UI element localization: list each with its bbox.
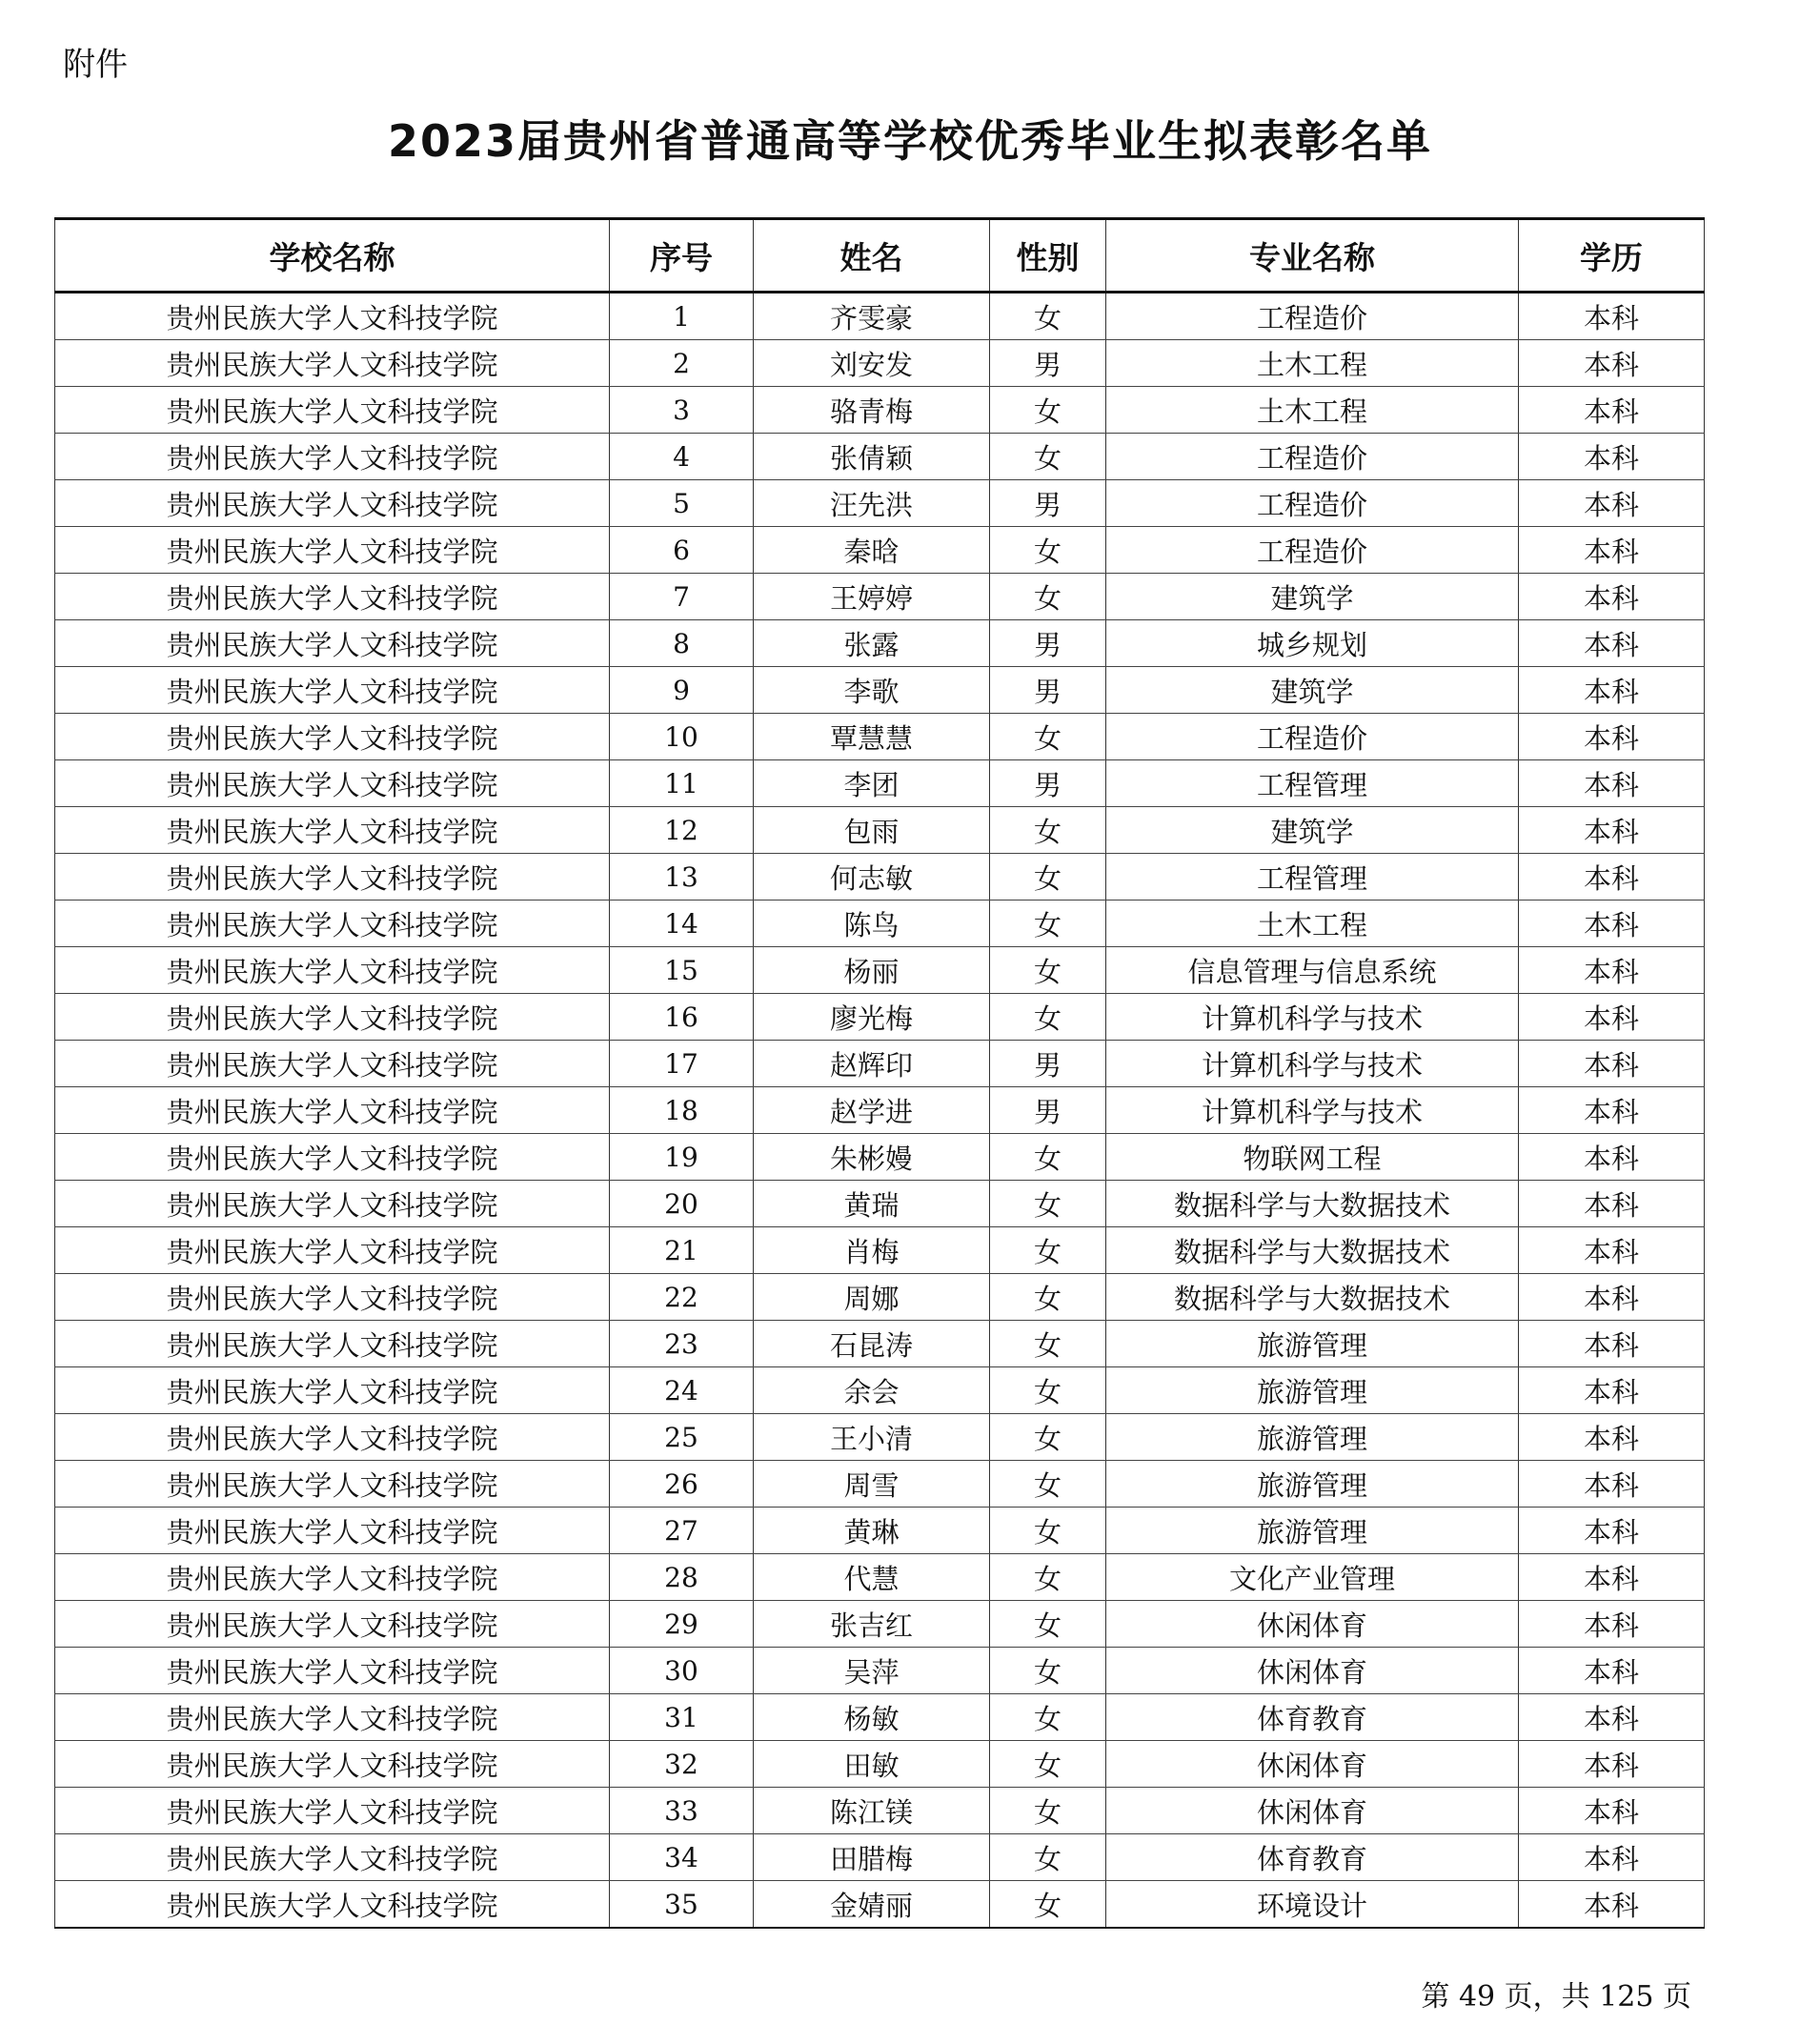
cell-school: 贵州民族大学人文科技学院	[55, 1554, 610, 1601]
cell-seq: 11	[610, 760, 754, 807]
cell-school: 贵州民族大学人文科技学院	[55, 1834, 610, 1881]
table-row	[55, 1321, 1705, 1367]
cell-gender: 男	[990, 667, 1106, 714]
cell-degree: 本科	[1519, 854, 1705, 901]
cell-seq: 31	[610, 1694, 754, 1741]
header-school: 学校名称	[55, 219, 610, 293]
table-row	[55, 947, 1705, 994]
cell-seq: 22	[610, 1274, 754, 1321]
cell-gender: 女	[990, 1134, 1106, 1181]
cell-name: 刘安发	[754, 340, 990, 387]
cell-gender: 女	[990, 434, 1106, 480]
table-row	[55, 1181, 1705, 1227]
table-row	[55, 1087, 1705, 1134]
cell-gender: 女	[990, 1881, 1106, 1929]
cell-school: 贵州民族大学人文科技学院	[55, 714, 610, 760]
cell-major: 数据科学与大数据技术	[1106, 1274, 1519, 1321]
cell-name: 张倩颖	[754, 434, 990, 480]
table-row	[55, 1508, 1705, 1554]
cell-major: 旅游管理	[1106, 1461, 1519, 1508]
cell-degree: 本科	[1519, 1087, 1705, 1134]
cell-degree: 本科	[1519, 620, 1705, 667]
cell-name: 包雨	[754, 807, 990, 854]
table-row	[55, 667, 1705, 714]
cell-major: 环境设计	[1106, 1881, 1519, 1929]
cell-seq: 17	[610, 1041, 754, 1087]
cell-gender: 女	[990, 1321, 1106, 1367]
cell-degree: 本科	[1519, 293, 1705, 340]
cell-school: 贵州民族大学人文科技学院	[55, 1227, 610, 1274]
cell-degree: 本科	[1519, 1834, 1705, 1881]
table-row	[55, 714, 1705, 760]
cell-school: 贵州民族大学人文科技学院	[55, 1134, 610, 1181]
cell-school: 贵州民族大学人文科技学院	[55, 434, 610, 480]
cell-degree: 本科	[1519, 714, 1705, 760]
cell-seq: 27	[610, 1508, 754, 1554]
cell-degree: 本科	[1519, 667, 1705, 714]
cell-degree: 本科	[1519, 387, 1705, 434]
cell-major: 计算机科学与技术	[1106, 1041, 1519, 1087]
header-seq: 序号	[610, 219, 754, 293]
cell-seq: 21	[610, 1227, 754, 1274]
cell-seq: 7	[610, 574, 754, 620]
table-row	[55, 1554, 1705, 1601]
cell-gender: 女	[990, 1601, 1106, 1648]
cell-seq: 12	[610, 807, 754, 854]
table-row	[55, 901, 1705, 947]
cell-school: 贵州民族大学人文科技学院	[55, 340, 610, 387]
cell-gender: 女	[990, 1741, 1106, 1788]
cell-seq: 4	[610, 434, 754, 480]
cell-seq: 18	[610, 1087, 754, 1134]
table-row	[55, 1648, 1705, 1694]
cell-school: 贵州民族大学人文科技学院	[55, 1461, 610, 1508]
cell-major: 计算机科学与技术	[1106, 1087, 1519, 1134]
cell-seq: 32	[610, 1741, 754, 1788]
table-row	[55, 293, 1705, 340]
cell-name: 周娜	[754, 1274, 990, 1321]
table-row	[55, 1694, 1705, 1741]
table-row	[55, 1788, 1705, 1834]
cell-major: 建筑学	[1106, 574, 1519, 620]
cell-major: 旅游管理	[1106, 1367, 1519, 1414]
table-row	[55, 760, 1705, 807]
table-body	[55, 293, 1705, 1929]
cell-name: 秦晗	[754, 527, 990, 574]
cell-school: 贵州民族大学人文科技学院	[55, 1648, 610, 1694]
cell-gender: 男	[990, 340, 1106, 387]
page-title: 2023届贵州省普通高等学校优秀毕业生拟表彰名单	[387, 115, 1433, 167]
cell-gender: 女	[990, 387, 1106, 434]
table-header-row	[55, 219, 1705, 293]
cell-seq: 29	[610, 1601, 754, 1648]
cell-name: 吴萍	[754, 1648, 990, 1694]
cell-major: 工程造价	[1106, 480, 1519, 527]
cell-gender: 女	[990, 1367, 1106, 1414]
table-row	[55, 1227, 1705, 1274]
cell-degree: 本科	[1519, 1554, 1705, 1601]
cell-school: 贵州民族大学人文科技学院	[55, 574, 610, 620]
cell-name: 代慧	[754, 1554, 990, 1601]
cell-degree: 本科	[1519, 1601, 1705, 1648]
cell-name: 齐雯豪	[754, 293, 990, 340]
table-row	[55, 1881, 1705, 1929]
table-row	[55, 434, 1705, 480]
cell-name: 田腊梅	[754, 1834, 990, 1881]
table-row	[55, 1461, 1705, 1508]
cell-degree: 本科	[1519, 1461, 1705, 1508]
cell-seq: 14	[610, 901, 754, 947]
cell-gender: 女	[990, 994, 1106, 1041]
cell-major: 计算机科学与技术	[1106, 994, 1519, 1041]
cell-name: 肖梅	[754, 1227, 990, 1274]
cell-major: 数据科学与大数据技术	[1106, 1227, 1519, 1274]
table-row	[55, 1741, 1705, 1788]
cell-gender: 女	[990, 807, 1106, 854]
cell-school: 贵州民族大学人文科技学院	[55, 807, 610, 854]
cell-major: 工程造价	[1106, 714, 1519, 760]
cell-major: 土木工程	[1106, 387, 1519, 434]
cell-name: 杨丽	[754, 947, 990, 994]
cell-school: 贵州民族大学人文科技学院	[55, 1274, 610, 1321]
cell-name: 骆青梅	[754, 387, 990, 434]
cell-school: 贵州民族大学人文科技学院	[55, 480, 610, 527]
cell-school: 贵州民族大学人文科技学院	[55, 1087, 610, 1134]
cell-major: 体育教育	[1106, 1834, 1519, 1881]
cell-degree: 本科	[1519, 807, 1705, 854]
cell-school: 贵州民族大学人文科技学院	[55, 760, 610, 807]
cell-degree: 本科	[1519, 480, 1705, 527]
honor-list-table	[54, 217, 1705, 1929]
cell-gender: 男	[990, 1087, 1106, 1134]
table-row	[55, 1601, 1705, 1648]
cell-name: 廖光梅	[754, 994, 990, 1041]
cell-degree: 本科	[1519, 1367, 1705, 1414]
cell-major: 休闲体育	[1106, 1741, 1519, 1788]
cell-seq: 2	[610, 340, 754, 387]
table-row	[55, 387, 1705, 434]
cell-major: 休闲体育	[1106, 1601, 1519, 1648]
cell-school: 贵州民族大学人文科技学院	[55, 901, 610, 947]
cell-name: 覃慧慧	[754, 714, 990, 760]
cell-seq: 30	[610, 1648, 754, 1694]
cell-school: 贵州民族大学人文科技学院	[55, 994, 610, 1041]
cell-gender: 女	[990, 1227, 1106, 1274]
cell-degree: 本科	[1519, 1041, 1705, 1087]
cell-name: 张露	[754, 620, 990, 667]
cell-seq: 35	[610, 1881, 754, 1929]
cell-school: 贵州民族大学人文科技学院	[55, 667, 610, 714]
cell-school: 贵州民族大学人文科技学院	[55, 1601, 610, 1648]
cell-seq: 3	[610, 387, 754, 434]
cell-school: 贵州民族大学人文科技学院	[55, 1694, 610, 1741]
cell-degree: 本科	[1519, 760, 1705, 807]
table-row	[55, 1834, 1705, 1881]
cell-name: 陈江镁	[754, 1788, 990, 1834]
cell-major: 文化产业管理	[1106, 1554, 1519, 1601]
cell-name: 石昆涛	[754, 1321, 990, 1367]
cell-gender: 女	[990, 947, 1106, 994]
cell-degree: 本科	[1519, 1648, 1705, 1694]
cell-degree: 本科	[1519, 1881, 1705, 1929]
table-row	[55, 1041, 1705, 1087]
cell-seq: 28	[610, 1554, 754, 1601]
cell-seq: 5	[610, 480, 754, 527]
table-row	[55, 527, 1705, 574]
cell-school: 贵州民族大学人文科技学院	[55, 1367, 610, 1414]
cell-major: 工程造价	[1106, 434, 1519, 480]
cell-name: 李歌	[754, 667, 990, 714]
cell-gender: 女	[990, 1788, 1106, 1834]
cell-name: 李团	[754, 760, 990, 807]
cell-school: 贵州民族大学人文科技学院	[55, 1414, 610, 1461]
cell-major: 旅游管理	[1106, 1321, 1519, 1367]
cell-gender: 女	[990, 574, 1106, 620]
cell-gender: 女	[990, 714, 1106, 760]
cell-gender: 女	[990, 1508, 1106, 1554]
cell-school: 贵州民族大学人文科技学院	[55, 1788, 610, 1834]
cell-major: 建筑学	[1106, 807, 1519, 854]
cell-gender: 女	[990, 1181, 1106, 1227]
cell-major: 旅游管理	[1106, 1508, 1519, 1554]
cell-gender: 男	[990, 620, 1106, 667]
cell-major: 工程管理	[1106, 760, 1519, 807]
cell-name: 周雪	[754, 1461, 990, 1508]
cell-school: 贵州民族大学人文科技学院	[55, 1321, 610, 1367]
cell-major: 工程造价	[1106, 293, 1519, 340]
table-row	[55, 340, 1705, 387]
table-row	[55, 1274, 1705, 1321]
cell-seq: 10	[610, 714, 754, 760]
cell-major: 物联网工程	[1106, 1134, 1519, 1181]
cell-major: 工程造价	[1106, 527, 1519, 574]
cell-major: 休闲体育	[1106, 1788, 1519, 1834]
cell-degree: 本科	[1519, 901, 1705, 947]
cell-name: 余会	[754, 1367, 990, 1414]
cell-seq: 25	[610, 1414, 754, 1461]
cell-gender: 女	[990, 854, 1106, 901]
cell-name: 张吉红	[754, 1601, 990, 1648]
cell-seq: 20	[610, 1181, 754, 1227]
table-row	[55, 1134, 1705, 1181]
cell-school: 贵州民族大学人文科技学院	[55, 527, 610, 574]
table-row	[55, 994, 1705, 1041]
cell-major: 土木工程	[1106, 901, 1519, 947]
cell-name: 朱彬嫚	[754, 1134, 990, 1181]
cell-major: 休闲体育	[1106, 1648, 1519, 1694]
cell-degree: 本科	[1519, 1694, 1705, 1741]
cell-major: 城乡规划	[1106, 620, 1519, 667]
cell-gender: 女	[990, 1461, 1106, 1508]
cell-degree: 本科	[1519, 1227, 1705, 1274]
cell-seq: 23	[610, 1321, 754, 1367]
cell-name: 黄琳	[754, 1508, 990, 1554]
cell-name: 田敏	[754, 1741, 990, 1788]
cell-name: 陈鸟	[754, 901, 990, 947]
cell-major: 体育教育	[1106, 1694, 1519, 1741]
cell-degree: 本科	[1519, 1788, 1705, 1834]
cell-degree: 本科	[1519, 1321, 1705, 1367]
cell-name: 赵辉印	[754, 1041, 990, 1087]
cell-gender: 男	[990, 480, 1106, 527]
cell-school: 贵州民族大学人文科技学院	[55, 1741, 610, 1788]
cell-major: 旅游管理	[1106, 1414, 1519, 1461]
cell-degree: 本科	[1519, 434, 1705, 480]
header-gender: 性别	[990, 219, 1106, 293]
cell-degree: 本科	[1519, 947, 1705, 994]
table-row	[55, 1367, 1705, 1414]
cell-gender: 男	[990, 1041, 1106, 1087]
cell-seq: 1	[610, 293, 754, 340]
cell-major: 工程管理	[1106, 854, 1519, 901]
cell-seq: 8	[610, 620, 754, 667]
cell-gender: 女	[990, 1834, 1106, 1881]
cell-seq: 24	[610, 1367, 754, 1414]
cell-name: 汪先洪	[754, 480, 990, 527]
cell-gender: 男	[990, 760, 1106, 807]
cell-gender: 女	[990, 1414, 1106, 1461]
header-major: 专业名称	[1106, 219, 1519, 293]
cell-school: 贵州民族大学人文科技学院	[55, 1181, 610, 1227]
cell-school: 贵州民族大学人文科技学院	[55, 293, 610, 340]
cell-school: 贵州民族大学人文科技学院	[55, 1041, 610, 1087]
table-row	[55, 854, 1705, 901]
cell-major: 信息管理与信息系统	[1106, 947, 1519, 994]
table-row	[55, 1414, 1705, 1461]
cell-degree: 本科	[1519, 1414, 1705, 1461]
cell-name: 杨敏	[754, 1694, 990, 1741]
cell-degree: 本科	[1519, 1181, 1705, 1227]
table-row	[55, 574, 1705, 620]
cell-degree: 本科	[1519, 1134, 1705, 1181]
cell-degree: 本科	[1519, 1741, 1705, 1788]
cell-gender: 女	[990, 901, 1106, 947]
cell-seq: 16	[610, 994, 754, 1041]
attachment-label: 附件	[63, 46, 128, 84]
cell-degree: 本科	[1519, 527, 1705, 574]
cell-school: 贵州民族大学人文科技学院	[55, 947, 610, 994]
cell-name: 黄瑞	[754, 1181, 990, 1227]
cell-name: 王婷婷	[754, 574, 990, 620]
cell-major: 土木工程	[1106, 340, 1519, 387]
cell-seq: 33	[610, 1788, 754, 1834]
table-row	[55, 620, 1705, 667]
cell-seq: 13	[610, 854, 754, 901]
cell-seq: 6	[610, 527, 754, 574]
cell-seq: 15	[610, 947, 754, 994]
cell-gender: 女	[990, 527, 1106, 574]
cell-name: 何志敏	[754, 854, 990, 901]
cell-school: 贵州民族大学人文科技学院	[55, 1881, 610, 1929]
cell-major: 数据科学与大数据技术	[1106, 1181, 1519, 1227]
cell-degree: 本科	[1519, 574, 1705, 620]
cell-gender: 女	[990, 293, 1106, 340]
cell-degree: 本科	[1519, 1508, 1705, 1554]
header-name: 姓名	[754, 219, 990, 293]
cell-name: 赵学进	[754, 1087, 990, 1134]
table-row	[55, 480, 1705, 527]
cell-seq: 19	[610, 1134, 754, 1181]
cell-gender: 女	[990, 1694, 1106, 1741]
cell-seq: 26	[610, 1461, 754, 1508]
header-degree: 学历	[1519, 219, 1705, 293]
cell-name: 金婧丽	[754, 1881, 990, 1929]
cell-gender: 女	[990, 1274, 1106, 1321]
cell-degree: 本科	[1519, 1274, 1705, 1321]
cell-gender: 女	[990, 1648, 1106, 1694]
cell-seq: 9	[610, 667, 754, 714]
cell-school: 贵州民族大学人文科技学院	[55, 1508, 610, 1554]
cell-degree: 本科	[1519, 340, 1705, 387]
cell-school: 贵州民族大学人文科技学院	[55, 620, 610, 667]
cell-name: 王小清	[754, 1414, 990, 1461]
cell-seq: 34	[610, 1834, 754, 1881]
cell-major: 建筑学	[1106, 667, 1519, 714]
page-number: 第 49 页，共 125 页	[1421, 1980, 1691, 2014]
cell-degree: 本科	[1519, 994, 1705, 1041]
cell-school: 贵州民族大学人文科技学院	[55, 387, 610, 434]
cell-school: 贵州民族大学人文科技学院	[55, 854, 610, 901]
table-row	[55, 807, 1705, 854]
cell-gender: 女	[990, 1554, 1106, 1601]
